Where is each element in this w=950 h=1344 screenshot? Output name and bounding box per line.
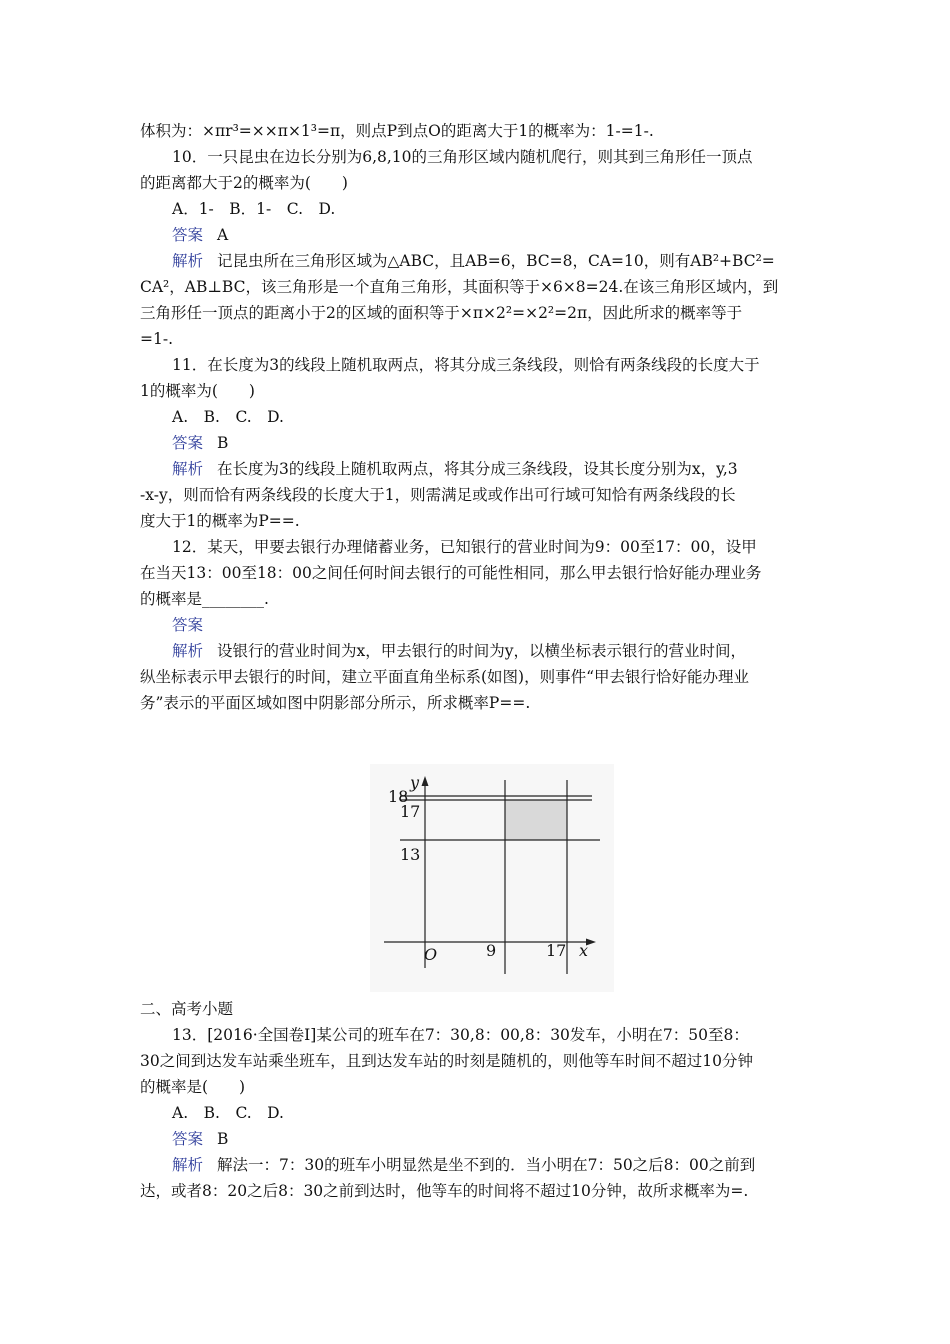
text-line bbox=[140, 1100, 818, 1126]
line-text: A. B. C. D. bbox=[172, 408, 284, 426]
text-line bbox=[140, 560, 818, 586]
y-axis-label: y bbox=[410, 773, 420, 792]
text-line bbox=[140, 170, 818, 196]
line-text: 度大于1的概率为P==. bbox=[140, 512, 300, 530]
text-line bbox=[140, 352, 818, 378]
line-text: 30之间到达发车站乘坐班车，且到达发车站的时刻是随机的，则他等车时间不超过10分钟 bbox=[140, 1052, 753, 1070]
line-text: -x-y，则而恰有两条线段的长度大于1，则需满足或或作出可行域可知恰有两条线段的长 bbox=[140, 486, 736, 504]
figure-svg bbox=[370, 764, 614, 992]
line-text: 1的概率为( ) bbox=[140, 382, 255, 400]
text-line bbox=[140, 118, 818, 144]
text-line bbox=[140, 196, 818, 222]
line-text: A bbox=[217, 226, 229, 244]
shaded-region bbox=[505, 800, 567, 840]
line-text: 10．一只昆虫在边长分别为6,8,10的三角形区域内随机爬行，则其到三角形任一顶点 bbox=[172, 148, 753, 166]
line-text: 的概率是________. bbox=[140, 590, 269, 608]
line-text: 设银行的营业时间为x，甲去银行的时间为y，以横坐标表示银行的营业时间， bbox=[217, 642, 747, 660]
line-text: A．1- B．1- C. D. bbox=[172, 200, 336, 218]
text-line bbox=[140, 664, 818, 690]
document-page bbox=[140, 118, 818, 716]
line-text: B bbox=[217, 434, 229, 452]
line-text: 记昆虫所在三角形区域为△ABC，且AB=6，BC=8，CA=10，则有AB²+BC²= bbox=[217, 252, 775, 270]
solution-line bbox=[140, 456, 818, 482]
line-text: 二、高考小题 bbox=[140, 1000, 234, 1018]
text-line bbox=[140, 1074, 818, 1100]
answer-label: 答案 bbox=[172, 226, 204, 244]
answer-label: 答案 bbox=[172, 434, 204, 452]
y-tick-13: 13 bbox=[400, 845, 421, 864]
text-line bbox=[140, 1178, 818, 1204]
text-line bbox=[140, 690, 818, 716]
answer-line bbox=[140, 222, 818, 248]
document-page-lower bbox=[140, 996, 818, 1204]
text-line bbox=[140, 274, 818, 300]
x-tick-17: 17 bbox=[546, 941, 567, 960]
line-text: 在当天13：00至18：00之间任何时间去银行的可能性相同，那么甲去银行恰好能办理业务 bbox=[140, 564, 762, 582]
text-line bbox=[140, 586, 818, 612]
text-block-before-figure bbox=[140, 118, 818, 716]
text-line bbox=[140, 300, 818, 326]
text-line bbox=[140, 996, 818, 1022]
solution-line bbox=[140, 638, 818, 664]
solution-line bbox=[140, 1152, 818, 1178]
text-line bbox=[140, 1022, 818, 1048]
line-text: 达，或者8：20之后8：30之前到达时，他等车的时间将不超过10分钟，故所求概率为=. bbox=[140, 1182, 749, 1200]
line-text: 三角形任一顶点的距离小于2的区域的面积等于×π×2²=×2²=2π，因此所求的概率等于 bbox=[140, 304, 743, 322]
text-line bbox=[140, 326, 818, 352]
text-line bbox=[140, 482, 818, 508]
line-text: 在长度为3的线段上随机取两点，将其分成三条线段，设其长度分别为x，y,3 bbox=[217, 460, 738, 478]
line-text: 12．某天，甲要去银行办理储蓄业务，已知银行的营业时间为9：00至17：00，设甲 bbox=[172, 538, 757, 556]
line-text: B bbox=[217, 1130, 229, 1148]
text-line bbox=[140, 508, 818, 534]
answer-line bbox=[140, 1126, 818, 1152]
line-text: A. B. C. D. bbox=[172, 1104, 284, 1122]
answer-label: 答案 bbox=[172, 1130, 204, 1148]
text-line bbox=[140, 378, 818, 404]
y-axis-arrow bbox=[422, 776, 429, 786]
line-text: 纵坐标表示甲去银行的时间，建立平面直角坐标系(如图)，则事件“甲去银行恰好能办理业 bbox=[140, 668, 750, 686]
text-line bbox=[140, 404, 818, 430]
line-text: 的概率是( ) bbox=[140, 1078, 246, 1096]
y-tick-18: 18 bbox=[388, 787, 409, 806]
solution-label: 解析 bbox=[172, 1156, 204, 1174]
x-tick-9: 9 bbox=[486, 941, 497, 960]
text-line bbox=[140, 534, 818, 560]
text-line bbox=[140, 1048, 818, 1074]
line-text: 13．[2016·全国卷Ⅰ]某公司的班车在7：30,8：00,8：30发车，小明在7：50至8： bbox=[172, 1026, 749, 1044]
answer-label: 答案 bbox=[172, 616, 204, 634]
line-text: 的距离都大于2的概率为( ) bbox=[140, 174, 348, 192]
answer-line bbox=[140, 612, 818, 638]
y-tick-17: 17 bbox=[400, 802, 421, 821]
solution-line bbox=[140, 248, 818, 274]
x-axis-label: x bbox=[579, 941, 589, 960]
solution-label: 解析 bbox=[172, 252, 204, 270]
text-line bbox=[140, 144, 818, 170]
line-text: 11．在长度为3的线段上随机取两点，将其分成三条线段，则恰有两条线段的长度大于 bbox=[172, 356, 760, 374]
solution-label: 解析 bbox=[172, 642, 204, 660]
solution-label: 解析 bbox=[172, 460, 204, 478]
line-text: =1-. bbox=[140, 330, 174, 348]
coordinate-figure bbox=[370, 764, 614, 992]
line-text: 解法一：7：30的班车小明显然是坐不到的．当小明在7：50之后8：00之前到 bbox=[217, 1156, 756, 1174]
answer-line bbox=[140, 430, 818, 456]
text-block-after-figure bbox=[140, 996, 818, 1204]
line-text: 体积为：×πr³=××π×1³=π，则点P到点O的距离大于1的概率为：1-=1-. bbox=[140, 122, 654, 140]
line-text: 务”表示的平面区域如图中阴影部分所示，所求概率P==. bbox=[140, 694, 531, 712]
origin-label: O bbox=[424, 945, 438, 964]
line-text: CA²，AB⊥BC，该三角形是一个直角三角形，其面积等于×6×8=24.在该三角形区域内，到 bbox=[140, 278, 779, 296]
